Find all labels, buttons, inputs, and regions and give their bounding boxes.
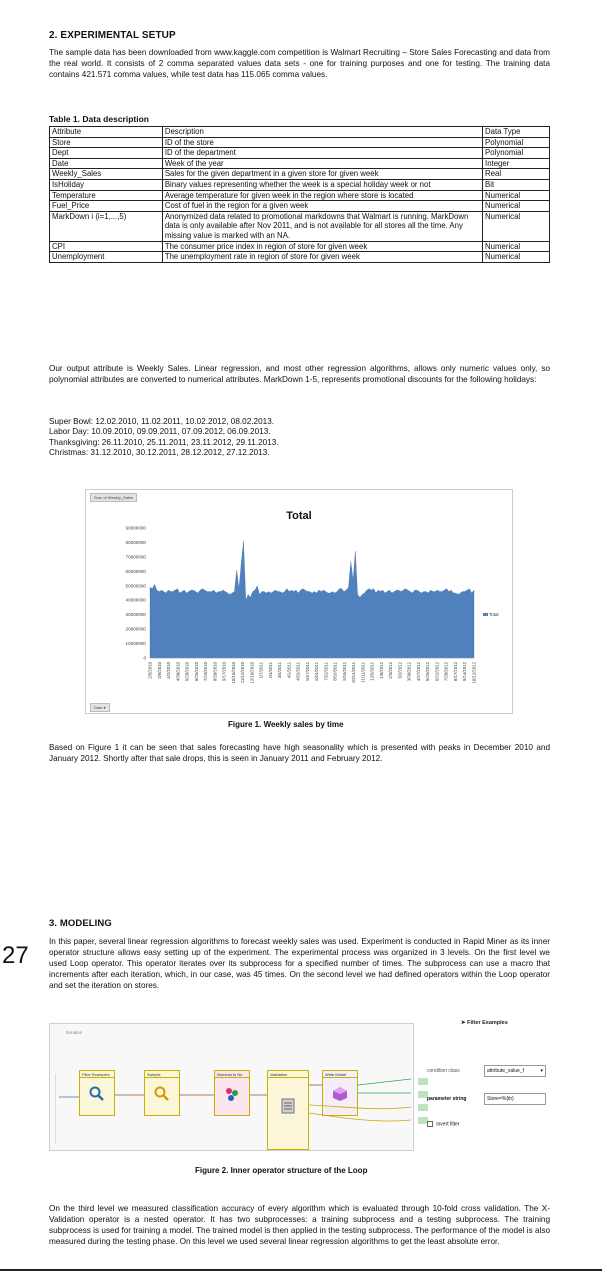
chevron-down-icon: ▾ bbox=[540, 1068, 543, 1074]
data-type-cell: Real bbox=[483, 169, 550, 180]
table-row bbox=[50, 252, 550, 263]
data-type-cell: Bit bbox=[483, 179, 550, 190]
condition-class-label: condition class bbox=[427, 1068, 460, 1074]
parameters-panel-title-text: Filter Examples bbox=[467, 1020, 508, 1026]
description-cell: Binary values representing whether the week is a special holiday week or not bbox=[162, 179, 482, 190]
attribute-cell: Date bbox=[50, 158, 163, 169]
section-2-output-paragraph: Our output attribute is Weekly Sales. Linear regression, and most other regression algorithms, allows only numeric values only, so polynomial attributes are converted to numerical attributes. MarkDown 1-5, represents promotional discounts for the following holidays: bbox=[49, 364, 550, 384]
x-tick-label: 11/12/2010 bbox=[240, 662, 246, 684]
chart-plot bbox=[86, 490, 514, 715]
output-ports bbox=[418, 1078, 432, 1148]
data-type-cell: Numerical bbox=[483, 211, 550, 241]
condition-class-value: attribute_value_f bbox=[487, 1068, 524, 1074]
y-tick-label: 10000000 bbox=[125, 641, 146, 647]
attribute-cell: Temperature bbox=[50, 190, 163, 201]
holiday-item: Christmas: 31.12.2010, 30.12.2011, 28.12.2012, 27.12.2013. bbox=[49, 448, 270, 458]
data-type-cell: Polynomial bbox=[483, 137, 550, 148]
data-type-cell: Numerical bbox=[483, 201, 550, 212]
table-row bbox=[50, 169, 550, 180]
description-cell: Week of the year bbox=[162, 158, 482, 169]
table-header-cell: Attribute bbox=[50, 127, 163, 138]
invert-filter-option[interactable] bbox=[427, 1121, 459, 1127]
x-tick-label: 3/2/2012 bbox=[397, 662, 403, 679]
x-tick-label: 2/3/2012 bbox=[388, 662, 394, 679]
y-tick-label: 20000000 bbox=[125, 626, 146, 632]
table-row bbox=[50, 241, 550, 252]
dropdown-arrow-icon: ▾ bbox=[103, 705, 106, 710]
x-tick-label: 4/2/2010 bbox=[166, 662, 172, 679]
description-cell: The consumer price index in region of store for given week bbox=[162, 241, 482, 252]
x-tick-label: 9/14/2012 bbox=[462, 662, 468, 682]
figure-2-caption: Figure 2. Inner operator structure of the Loop bbox=[195, 1166, 368, 1175]
data-type-cell: Integer bbox=[483, 158, 550, 169]
table-row bbox=[50, 179, 550, 190]
data-description-table bbox=[49, 126, 550, 263]
legend-swatch bbox=[483, 613, 488, 616]
table-row bbox=[50, 190, 550, 201]
x-tick-label: 4/30/2010 bbox=[175, 662, 181, 682]
field-button[interactable]: Sum of Weekly_Sales bbox=[90, 493, 137, 502]
table-header-cell: Data Type bbox=[483, 127, 550, 138]
y-tick-label: 40000000 bbox=[125, 597, 146, 603]
description-cell: ID of the store bbox=[162, 137, 482, 148]
y-tick-label: 50000000 bbox=[125, 583, 146, 589]
table-header-cell: Description bbox=[162, 127, 482, 138]
sales-area-series bbox=[150, 541, 474, 658]
attribute-cell: Weekly_Sales bbox=[50, 169, 163, 180]
x-tick-label: 1/6/2012 bbox=[378, 662, 384, 679]
x-tick-label: 5/25/2012 bbox=[425, 662, 431, 682]
description-cell: The unemployment rate in region of store for given week bbox=[162, 252, 482, 263]
operator-label: Write Model bbox=[323, 1071, 357, 1078]
x-tick-label: 8/17/2012 bbox=[452, 662, 458, 682]
condition-class-select[interactable] bbox=[484, 1065, 546, 1077]
section-2-figure-paragraph: Based on Figure 1 it can be seen that sales forecasting have high seasonality which is presented with peaks in December 2010 and January 2012. Shortly after that sale drops, this is seen in January 2011 and February 2012. bbox=[49, 743, 550, 763]
date-axis-button-label: Date bbox=[94, 705, 103, 710]
x-tick-label: 9/16/2011 bbox=[341, 662, 347, 681]
y-tick-label: 30000000 bbox=[125, 612, 146, 618]
x-tick-label: 10/12/2012 bbox=[471, 662, 477, 684]
x-tick-label: 12/10/2010 bbox=[249, 662, 255, 684]
x-tick-label: 7/22/2011 bbox=[323, 662, 329, 681]
x-tick-label: 2/5/2010 bbox=[147, 662, 153, 679]
section-3-intro-paragraph: In this paper, several linear regression algorithms to forecast weekly sales was used. Experiment is conducted in Rapid Miner as its inner operator structure allows easy setting up of the experiment. The experimental process was organized in 3 levels. On the first level we used Loop operator. This operator iterates over its subprocess for a specified number of times. The subprocess can use a macro that increments after each iteration, which, in our case, was 45 times. On the second level we had defined operators within the Loop operator and set the iteration on stores. bbox=[49, 937, 550, 990]
x-tick-label: 6/22/2012 bbox=[434, 662, 440, 682]
x-tick-label: 3/5/2010 bbox=[156, 662, 162, 679]
section-2-intro-paragraph: The sample data has been downloaded from www.kaggle.com competition is Walmart Recruiting – Store Sales Forecasting and data from the real world. It consists of 2 comma separated values data sets - one for training purposes and one for testing. The training data contains 421.571 comma values, while test data has 115.065 comma values. bbox=[49, 48, 550, 79]
x-tick-label: 10/14/2011 bbox=[351, 662, 357, 684]
legend-label: Total bbox=[489, 612, 499, 617]
x-tick-label: 3/4/2011 bbox=[277, 662, 283, 679]
x-tick-label: 10/15/2010 bbox=[230, 662, 236, 684]
x-tick-label: 12/9/2011 bbox=[369, 662, 375, 681]
data-type-cell: Numerical bbox=[483, 252, 550, 263]
operator-connections bbox=[49, 1015, 555, 1160]
x-tick-label: 6/25/2010 bbox=[193, 662, 199, 682]
filter-arrow-icon: ➤ bbox=[461, 1020, 466, 1026]
parameters-panel-title bbox=[461, 1020, 508, 1026]
x-tick-label: 5/27/2011 bbox=[304, 662, 310, 681]
table-row bbox=[50, 148, 550, 159]
table-row bbox=[50, 211, 550, 241]
x-tick-label: 5/28/2010 bbox=[184, 662, 190, 682]
x-tick-label: 2/4/2011 bbox=[267, 662, 273, 679]
attribute-cell: Unemployment bbox=[50, 252, 163, 263]
operator-label: Nominal to Nu bbox=[215, 1071, 249, 1078]
description-cell: Sales for the given department in a given store for given week bbox=[162, 169, 482, 180]
parameter-string-label: parameter string bbox=[427, 1096, 467, 1102]
y-tick-label: 60000000 bbox=[125, 568, 146, 574]
x-tick-label: 8/19/2011 bbox=[332, 662, 338, 681]
data-type-cell: Polynomial bbox=[483, 148, 550, 159]
x-tick-label: 4/27/2012 bbox=[415, 662, 421, 682]
data-type-cell: Numerical bbox=[483, 241, 550, 252]
table-row bbox=[50, 201, 550, 212]
attribute-cell: Dept bbox=[50, 148, 163, 159]
y-tick-label: 80000000 bbox=[125, 539, 146, 545]
attribute-cell: MarkDown i (i=1,...,5) bbox=[50, 211, 163, 241]
bottom-rule bbox=[0, 1269, 602, 1271]
process-label: Iteration bbox=[66, 1030, 83, 1035]
invert-filter-checkbox[interactable] bbox=[427, 1121, 433, 1127]
description-cell: Average temperature for given week in the region where store is located bbox=[162, 190, 482, 201]
x-tick-label: 7/23/2010 bbox=[203, 662, 209, 682]
y-tick-label: 90000000 bbox=[125, 525, 146, 531]
description-cell: Cost of fuel in the region for a given week bbox=[162, 201, 482, 212]
operator-label: Validation bbox=[268, 1071, 308, 1078]
y-tick-label: 0 bbox=[143, 655, 146, 661]
x-tick-label: 9/17/2010 bbox=[221, 662, 227, 682]
operator-label: Filter Examples bbox=[80, 1071, 114, 1078]
operator-label: Sample bbox=[145, 1071, 179, 1078]
holiday-item: Super Bowl: 12.02.2010, 11.02.2011, 10.02.2012, 08.02.2013. bbox=[49, 417, 275, 426]
x-tick-label: 7/20/2012 bbox=[443, 662, 449, 682]
table-1-caption: Table 1. Data description bbox=[49, 114, 149, 124]
weekly-sales-chart bbox=[85, 489, 513, 714]
rapidminer-process-figure bbox=[49, 1015, 555, 1160]
holiday-item: Labor Day: 10.09.2010, 09.09.2011, 07.09.2012, 06.09.2013. bbox=[49, 427, 271, 437]
attribute-cell: Fuel_Price bbox=[50, 201, 163, 212]
attribute-cell: CPI bbox=[50, 241, 163, 252]
table-header-row bbox=[50, 127, 550, 138]
x-tick-label: 3/30/2012 bbox=[406, 662, 412, 682]
holiday-item: Thanksgiving: 26.11.2010, 25.11.2011, 23.11.2012, 29.11.2013. bbox=[49, 437, 279, 447]
x-tick-label: 4/1/2011 bbox=[286, 662, 292, 679]
section-3-third-level-paragraph: On the third level we measured classification accuracy of every algorithm which is evaluated through 10-fold cross validation. The X-Validation operator is a nested operator. It has two subprocesses: a training subprocess and a testing subprocess. The training subprocess is used for training a model. The trained model is then applied in the testing subprocess. The performance of the model is also measured during the testing phase. On this level we used several linear regression algorithms to get the least absolute error. bbox=[49, 1204, 550, 1246]
page-number: 27 bbox=[2, 942, 29, 969]
date-axis-button[interactable] bbox=[90, 703, 110, 712]
attribute-cell: IsHoliday bbox=[50, 179, 163, 190]
data-type-cell: Numerical bbox=[483, 190, 550, 201]
x-tick-label: 6/24/2011 bbox=[314, 662, 320, 681]
y-tick-label: 70000000 bbox=[125, 554, 146, 560]
description-cell: Anonymized data related to promotional markdowns that Walmart is running. MarkDown data is only available after Nov 2011, and is not available for all stores all the time. Any missing value is marked with an NA. bbox=[162, 211, 482, 241]
chart-title: Total bbox=[286, 510, 312, 522]
x-tick-label: 4/29/2011 bbox=[295, 662, 301, 681]
holiday-list bbox=[49, 417, 279, 459]
parameter-string-input[interactable]: Store=%{itr} bbox=[484, 1093, 546, 1105]
description-cell: ID of the department bbox=[162, 148, 482, 159]
table-row bbox=[50, 137, 550, 148]
section-3-title: 3. MODELING bbox=[49, 918, 112, 929]
attribute-cell: Store bbox=[50, 137, 163, 148]
invert-filter-label: invert filter bbox=[436, 1121, 460, 1128]
x-tick-label: 1/7/2011 bbox=[258, 662, 264, 679]
figure-1-caption: Figure 1. Weekly sales by time bbox=[228, 720, 344, 729]
table-row bbox=[50, 158, 550, 169]
x-tick-label: 11/11/2011 bbox=[360, 662, 366, 683]
x-tick-label: 8/20/2010 bbox=[212, 662, 218, 682]
section-2-title: 2. EXPERIMENTAL SETUP bbox=[49, 30, 176, 41]
